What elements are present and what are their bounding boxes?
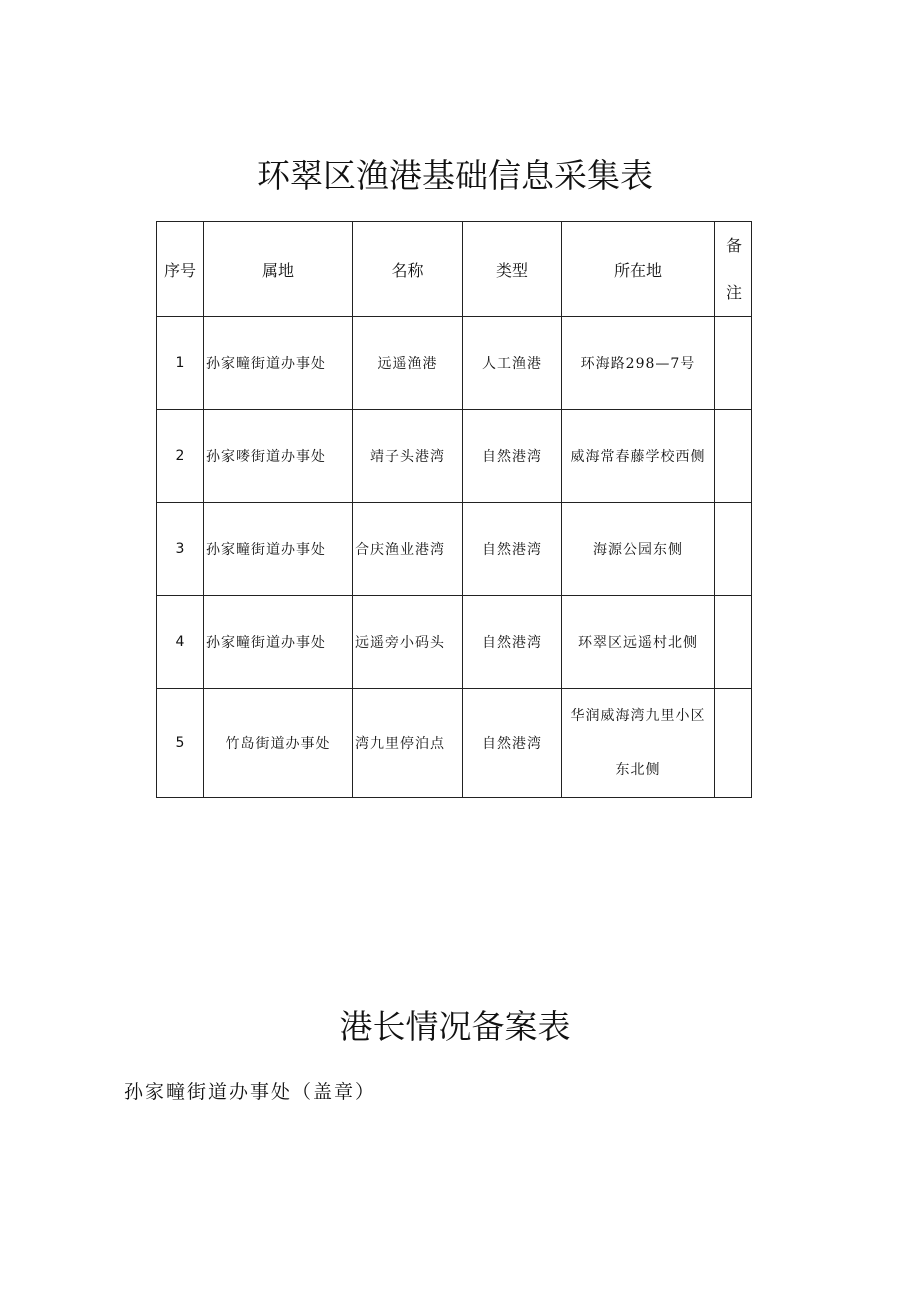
cell-location: 威海常春藤学校西侧 (562, 410, 715, 503)
cell-no: 1 (157, 317, 204, 410)
table-header-row (157, 222, 752, 317)
fishing-port-info-table (156, 221, 752, 798)
cell-no: 5 (157, 689, 204, 798)
cell-belong: 竹岛街道办事处 (204, 689, 353, 798)
cell-type: 人工渔港 (463, 317, 562, 410)
stamp-line: 孙家疃街道办事处（盖章） (124, 1081, 377, 1103)
cell-name: 合庆渔业港湾 (353, 503, 463, 596)
cell-note (715, 503, 752, 596)
cell-belong: 孙家嘜街道办事处 (204, 410, 353, 503)
table-row (157, 317, 752, 410)
cell-note (715, 317, 752, 410)
header-note (715, 222, 752, 317)
table-row (157, 410, 752, 503)
cell-belong: 孙家疃街道办事处 (204, 596, 353, 689)
cell-belong: 孙家疃街道办事处 (204, 317, 353, 410)
header-no: 序号 (157, 222, 204, 317)
cell-name: 远遥渔港 (353, 317, 463, 410)
document-title: 环翠区渔港基础信息采集表 (257, 156, 653, 196)
cell-type: 自然港湾 (463, 689, 562, 798)
header-type: 类型 (463, 222, 562, 317)
cell-name: 远遥旁小码头 (353, 596, 463, 689)
header-belong: 属地 (204, 222, 353, 317)
cell-location: 环翠区远遥村北侧 (562, 596, 715, 689)
cell-no: 4 (157, 596, 204, 689)
cell-name: 湾九里停泊点 (353, 689, 463, 798)
table-row (157, 596, 752, 689)
header-note-char-2: 注 (725, 283, 742, 302)
cell-note (715, 596, 752, 689)
table-row (157, 689, 752, 798)
cell-note (715, 410, 752, 503)
cell-location: 海源公园东侧 (562, 503, 715, 596)
table-row (157, 503, 752, 596)
header-name: 名称 (353, 222, 463, 317)
cell-no: 2 (157, 410, 204, 503)
cell-type: 自然港湾 (463, 503, 562, 596)
section-title: 港长情况备案表 (339, 1007, 571, 1047)
cell-type: 自然港湾 (463, 596, 562, 689)
cell-no: 3 (157, 503, 204, 596)
header-note-char-1: 备 (725, 236, 742, 255)
cell-note (715, 689, 752, 798)
header-location: 所在地 (562, 222, 715, 317)
cell-location: 华润威海湾九里小区东北侧 (562, 689, 715, 798)
cell-name: 靖子头港湾 (353, 410, 463, 503)
cell-type: 自然港湾 (463, 410, 562, 503)
cell-belong: 孙家疃街道办事处 (204, 503, 353, 596)
cell-location: 环海路298—7号 (562, 317, 715, 410)
